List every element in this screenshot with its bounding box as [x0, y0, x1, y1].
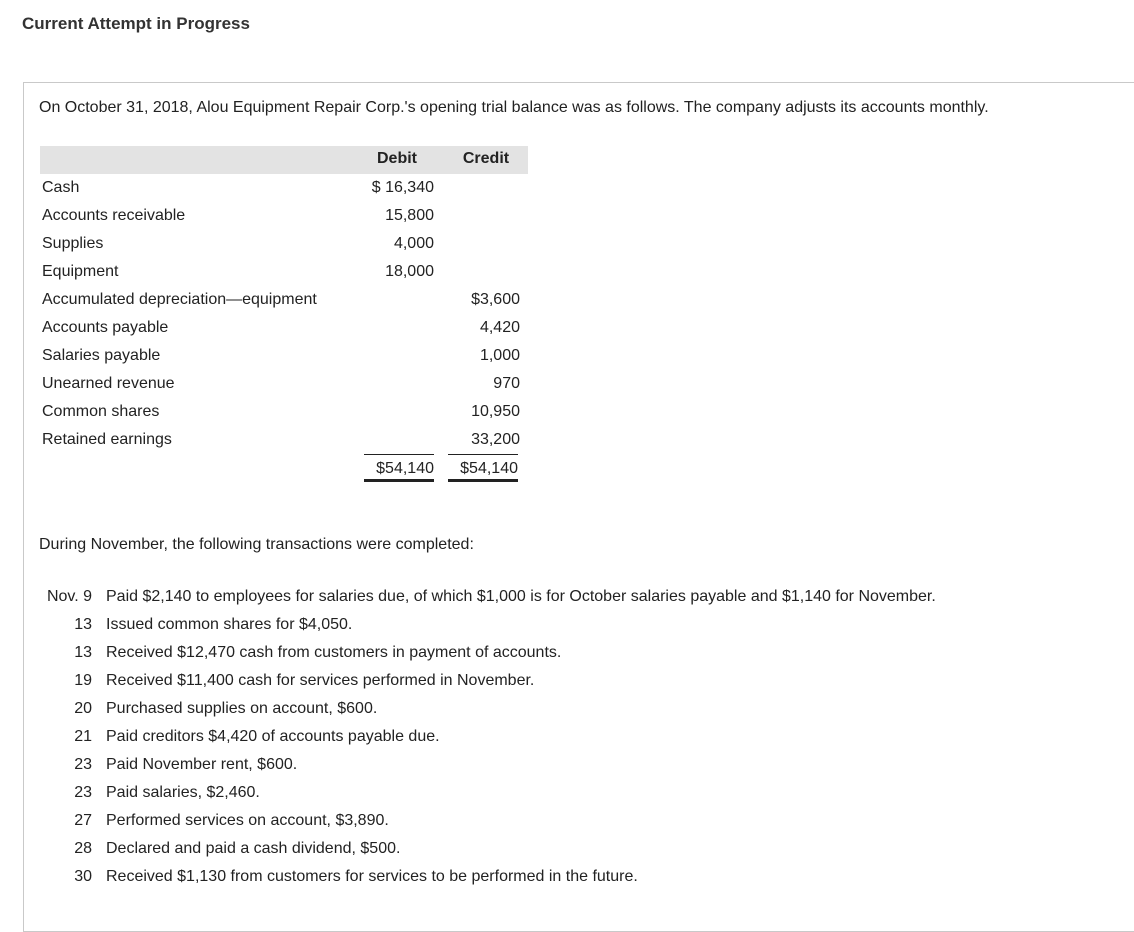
debit-amount: 18,000: [385, 263, 434, 280]
debit-amount: 15,800: [385, 207, 434, 224]
transaction-description: Purchased supplies on account, $600.: [106, 700, 378, 717]
table-row: [40, 370, 528, 398]
table-row: [40, 258, 528, 286]
account-name: Accounts receivable: [42, 207, 186, 224]
table-row: [40, 202, 528, 230]
transaction-description: Paid November rent, $600.: [106, 756, 298, 773]
account-name: Cash: [42, 179, 80, 196]
table-row: [40, 342, 528, 370]
debit-amount: 4,000: [393, 235, 434, 252]
transaction-date: 27: [74, 812, 92, 829]
trial-balance-totals: [40, 454, 528, 484]
transaction-description: Paid salaries, $2,460.: [106, 784, 260, 801]
list-item: [42, 751, 1042, 779]
list-item: [42, 835, 1042, 863]
credit-column-header: Credit: [462, 150, 510, 167]
transaction-description: Received $12,470 cash from customers in payment of accounts.: [106, 644, 562, 661]
debit-amount: $ 16,340: [371, 179, 434, 196]
account-name: Equipment: [42, 263, 119, 280]
question-panel: [23, 82, 1134, 932]
table-row: [40, 426, 528, 454]
total-credit: $54,140: [448, 454, 518, 482]
transaction-description: Issued common shares for $4,050.: [106, 616, 353, 633]
transaction-description: Received $11,400 cash for services performed in November.: [106, 672, 535, 689]
transaction-date: 13: [74, 616, 92, 633]
account-name: Unearned revenue: [42, 375, 175, 392]
transaction-date: 30: [74, 868, 92, 885]
list-item: [42, 583, 1042, 611]
transaction-date: 13: [74, 644, 92, 661]
credit-amount: 970: [493, 375, 520, 392]
list-item: [42, 667, 1042, 695]
transaction-description: Paid $2,140 to employees for salaries due, of which $1,000 is for October salaries payable and $1,140 for November.: [106, 588, 936, 605]
table-row: [40, 174, 528, 202]
transactions-intro: During November, the following transactions were completed:: [39, 536, 474, 553]
credit-amount: 33,200: [471, 431, 520, 448]
transaction-date: 23: [74, 784, 92, 801]
total-debit: $54,140: [364, 454, 434, 482]
transaction-date: 23: [74, 756, 92, 773]
trial-balance-header: [40, 146, 528, 174]
list-item: [42, 807, 1042, 835]
problem-intro: On October 31, 2018, Alou Equipment Repair Corp.'s opening trial balance was as follows. The company adjusts its accounts monthly.: [39, 99, 989, 116]
attempt-status-title: Current Attempt in Progress: [22, 14, 250, 33]
credit-amount: $3,600: [471, 291, 520, 308]
account-name: Retained earnings: [42, 431, 172, 448]
transaction-date: 20: [74, 700, 92, 717]
table-row: [40, 314, 528, 342]
credit-amount: 10,950: [471, 403, 520, 420]
transaction-description: Performed services on account, $3,890.: [106, 812, 389, 829]
list-item: [42, 779, 1042, 807]
credit-amount: 4,420: [479, 319, 520, 336]
table-row: [40, 230, 528, 258]
credit-amount: 1,000: [479, 347, 520, 364]
account-name: Accounts payable: [42, 319, 169, 336]
transactions-list: [42, 583, 1042, 891]
account-name: Salaries payable: [42, 347, 161, 364]
transaction-description: Received $1,130 from customers for services to be performed in the future.: [106, 868, 638, 885]
transaction-date: 19: [74, 672, 92, 689]
account-name: Accumulated depreciation—equipment: [42, 291, 317, 308]
table-row: [40, 398, 528, 426]
transaction-date: Nov. 9: [46, 588, 92, 605]
transaction-description: Paid creditors $4,420 of accounts payable due.: [106, 728, 440, 745]
list-item: [42, 639, 1042, 667]
account-name: Common shares: [42, 403, 160, 420]
trial-balance-table: [40, 146, 528, 484]
account-name: Supplies: [42, 235, 104, 252]
list-item: [42, 863, 1042, 891]
list-item: [42, 695, 1042, 723]
list-item: [42, 611, 1042, 639]
list-item: [42, 723, 1042, 751]
table-row: [40, 286, 528, 314]
debit-column-header: Debit: [377, 150, 417, 167]
transaction-date: 28: [74, 840, 92, 857]
transaction-date: 21: [74, 728, 92, 745]
transaction-description: Declared and paid a cash dividend, $500.: [106, 840, 401, 857]
